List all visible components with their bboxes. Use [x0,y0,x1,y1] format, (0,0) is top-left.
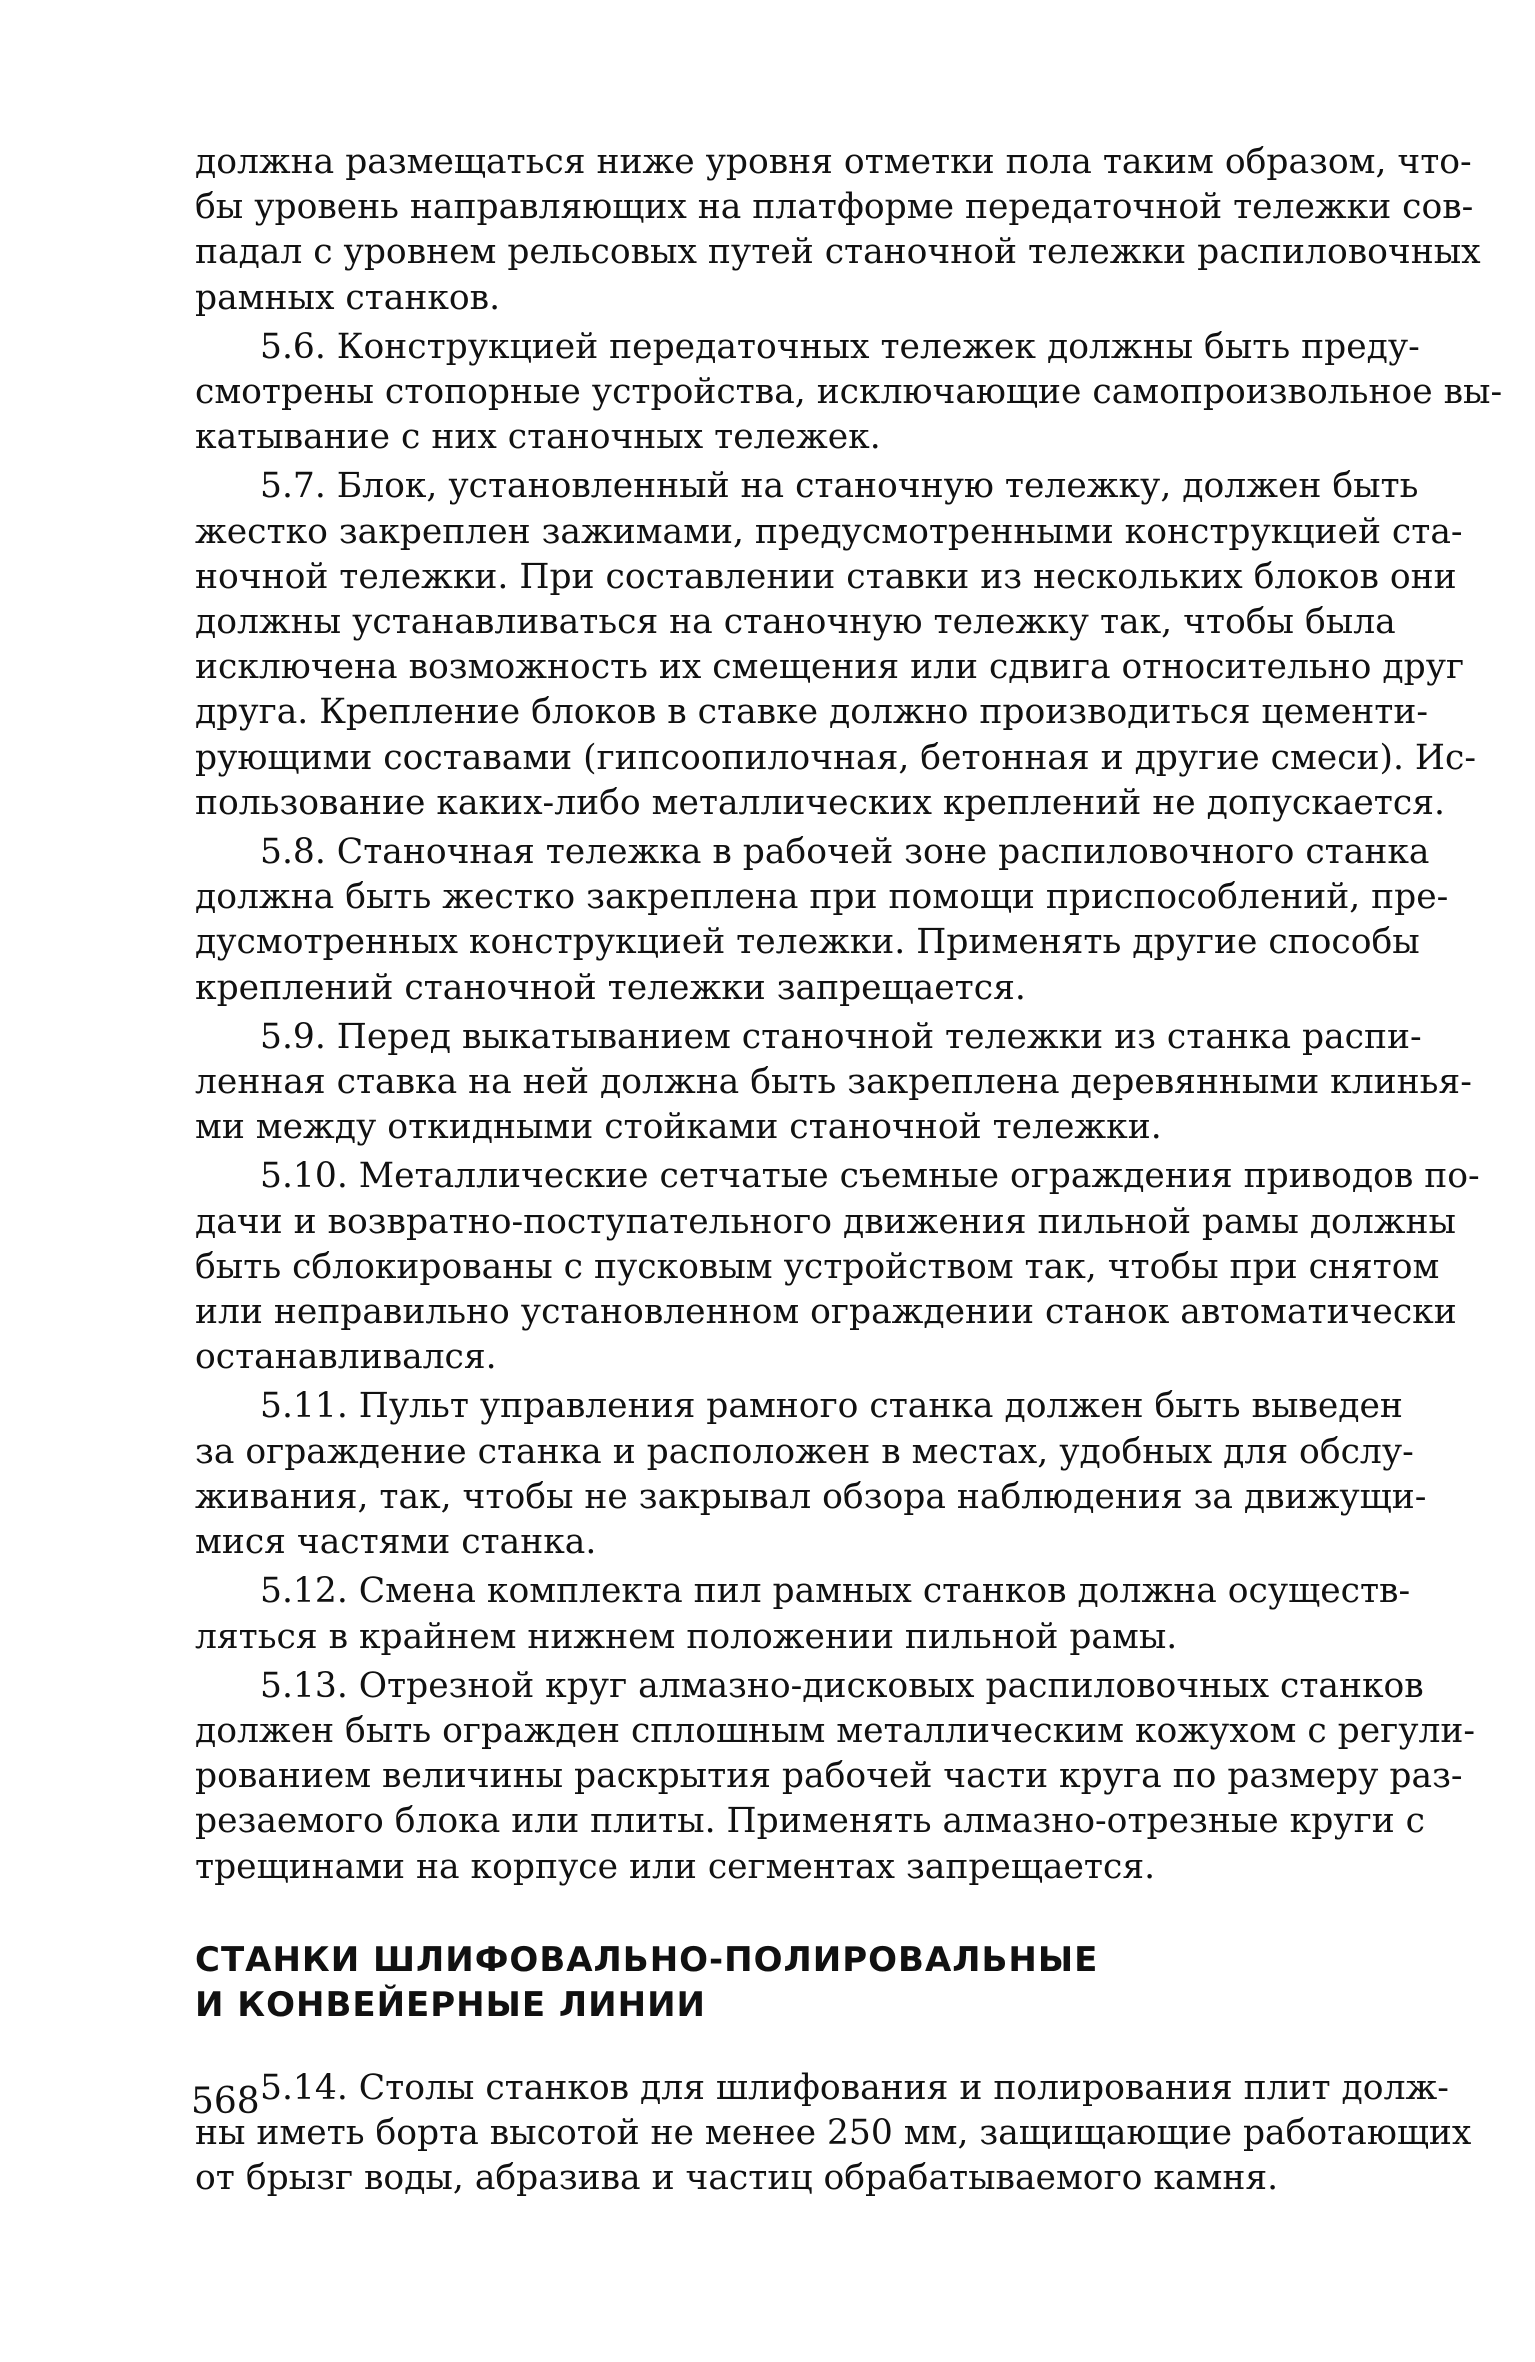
text-line: живания, так, чтобы не закрывал обзора наблюдения за движущи- [195,1476,1427,1517]
paragraph [195,464,1476,826]
text-line: 5.6. Конструкцией передаточных тележек должны быть преду- [260,326,1420,367]
paragraph [195,1154,1480,1380]
text-line: 5.8. Станочная тележка в рабочей зоне распиловочного станка [260,832,1430,873]
text-line: 5.13. Отрезной круг алмазно-дисковых распиловочных станков [260,1665,1424,1706]
text-line: 5.11. Пульт управления рамного станка должен быть выведен [260,1386,1403,1427]
paragraph [195,325,1503,461]
text-line: должны устанавливаться на станочную тележку так, чтобы была [195,602,1396,643]
text-line: дачи и возвратно-поступательного движения пильной рамы должны [195,1201,1456,1242]
text-line: 5.12. Смена комплекта пил рамных станков должна осуществ- [260,1571,1411,1612]
text-line: от брызг воды, абразива и частиц обрабатываемого камня. [195,2158,1279,2199]
text-line: быть сблокированы с пусковым устройством так, чтобы при снятом [195,1246,1440,1287]
text-line: 5.9. Перед выкатыванием станочной тележки из станка распи- [260,1016,1422,1057]
text-line: рамных станков. [195,277,501,318]
text-line: бы уровень направляющих на платформе передаточной тележки сов- [195,187,1474,228]
text-line: рующими составами (гипсоопилочная, бетонная и другие смеси). Ис- [195,737,1476,778]
text-line: или неправильно установленном ограждении станок автоматически [195,1292,1457,1333]
text-line: исключена возможность их смещения или сдвига относительно друг [195,647,1465,688]
text-line: останавливался. [195,1337,497,1378]
text-line: падал с уровнем рельсовых путей станочной тележки распиловочных [195,232,1481,273]
paragraph [195,2066,1472,2202]
paragraph [195,1664,1476,1890]
text-line: друга. Крепление блоков в ставке должно производиться цементи- [195,692,1429,733]
text-line: пользование каких-либо металлических креплений не допускается. [195,782,1445,823]
heading-title [195,1938,1343,2028]
text-line: должна быть жестко закреплена при помощи приспособлений, пре- [195,877,1449,918]
text-line: рованием величины раскрытия рабочей части круга по размеру раз- [195,1756,1463,1797]
text-line: должен быть огражден сплошным металлическим кожухом с регули- [195,1710,1476,1751]
section-heading [195,1938,1343,2028]
text-line: смотрены стопорные устройства, исключающие самопроизвольное вы- [195,372,1503,413]
page-body [195,140,1503,2201]
text-line: катывание с них станочных тележек. [195,417,881,458]
text-line: мися частями станка. [195,1522,597,1563]
text-line: ми между откидными стойками станочной тележки. [195,1107,1162,1148]
text-line: резаемого блока или плиты. Применять алмазно-отрезные круги с [195,1801,1425,1842]
text-line: 5.14. Столы станков для шлифования и полирования плит долж- [260,2067,1449,2108]
paragraph [195,1015,1472,1151]
text-line: 5.10. Металлические сетчатые съемные ограждения приводов по- [260,1156,1480,1197]
text-line: жестко закреплен зажимами, предусмотренными конструкцией ста- [195,511,1463,552]
text-line: дусмотренных конструкцией тележки. Применять другие способы [195,922,1420,963]
text-line: ны иметь борта высотой не менее 250 мм, защищающие работающих [195,2112,1472,2153]
text-line: ночной тележки. При составлении ставки из нескольких блоков они [195,556,1457,597]
heading-line: СТАНКИ ШЛИФОВАЛЬНО-ПОЛИРОВАЛЬНЫЕ [195,1939,1099,1980]
paragraph [195,1384,1427,1565]
text-line: креплений станочной тележки запрещается. [195,967,1026,1008]
text-line: за ограждение станка и расположен в местах, удобных для обслу- [195,1431,1414,1472]
text-line: ленная ставка на ней должна быть закреплена деревянными клинья- [195,1062,1472,1103]
text-block-after-heading [195,2066,1472,2202]
text-block [195,140,1503,1890]
paragraph [195,830,1449,1011]
text-line: ляться в крайнем нижнем положении пильной рамы. [195,1616,1178,1657]
text-line: 5.7. Блок, установленный на станочную тележку, должен быть [260,466,1419,507]
paragraph [195,1569,1411,1659]
paragraph [195,140,1481,321]
text-line: должна размещаться ниже уровня отметки пола таким образом, что- [195,142,1472,182]
heading-line: И КОНВЕЙЕРНЫЕ ЛИНИИ [195,1984,706,2025]
page-number: 568 [191,2081,260,2122]
text-line: трещинами на корпусе или сегментах запрещается. [195,1846,1156,1887]
